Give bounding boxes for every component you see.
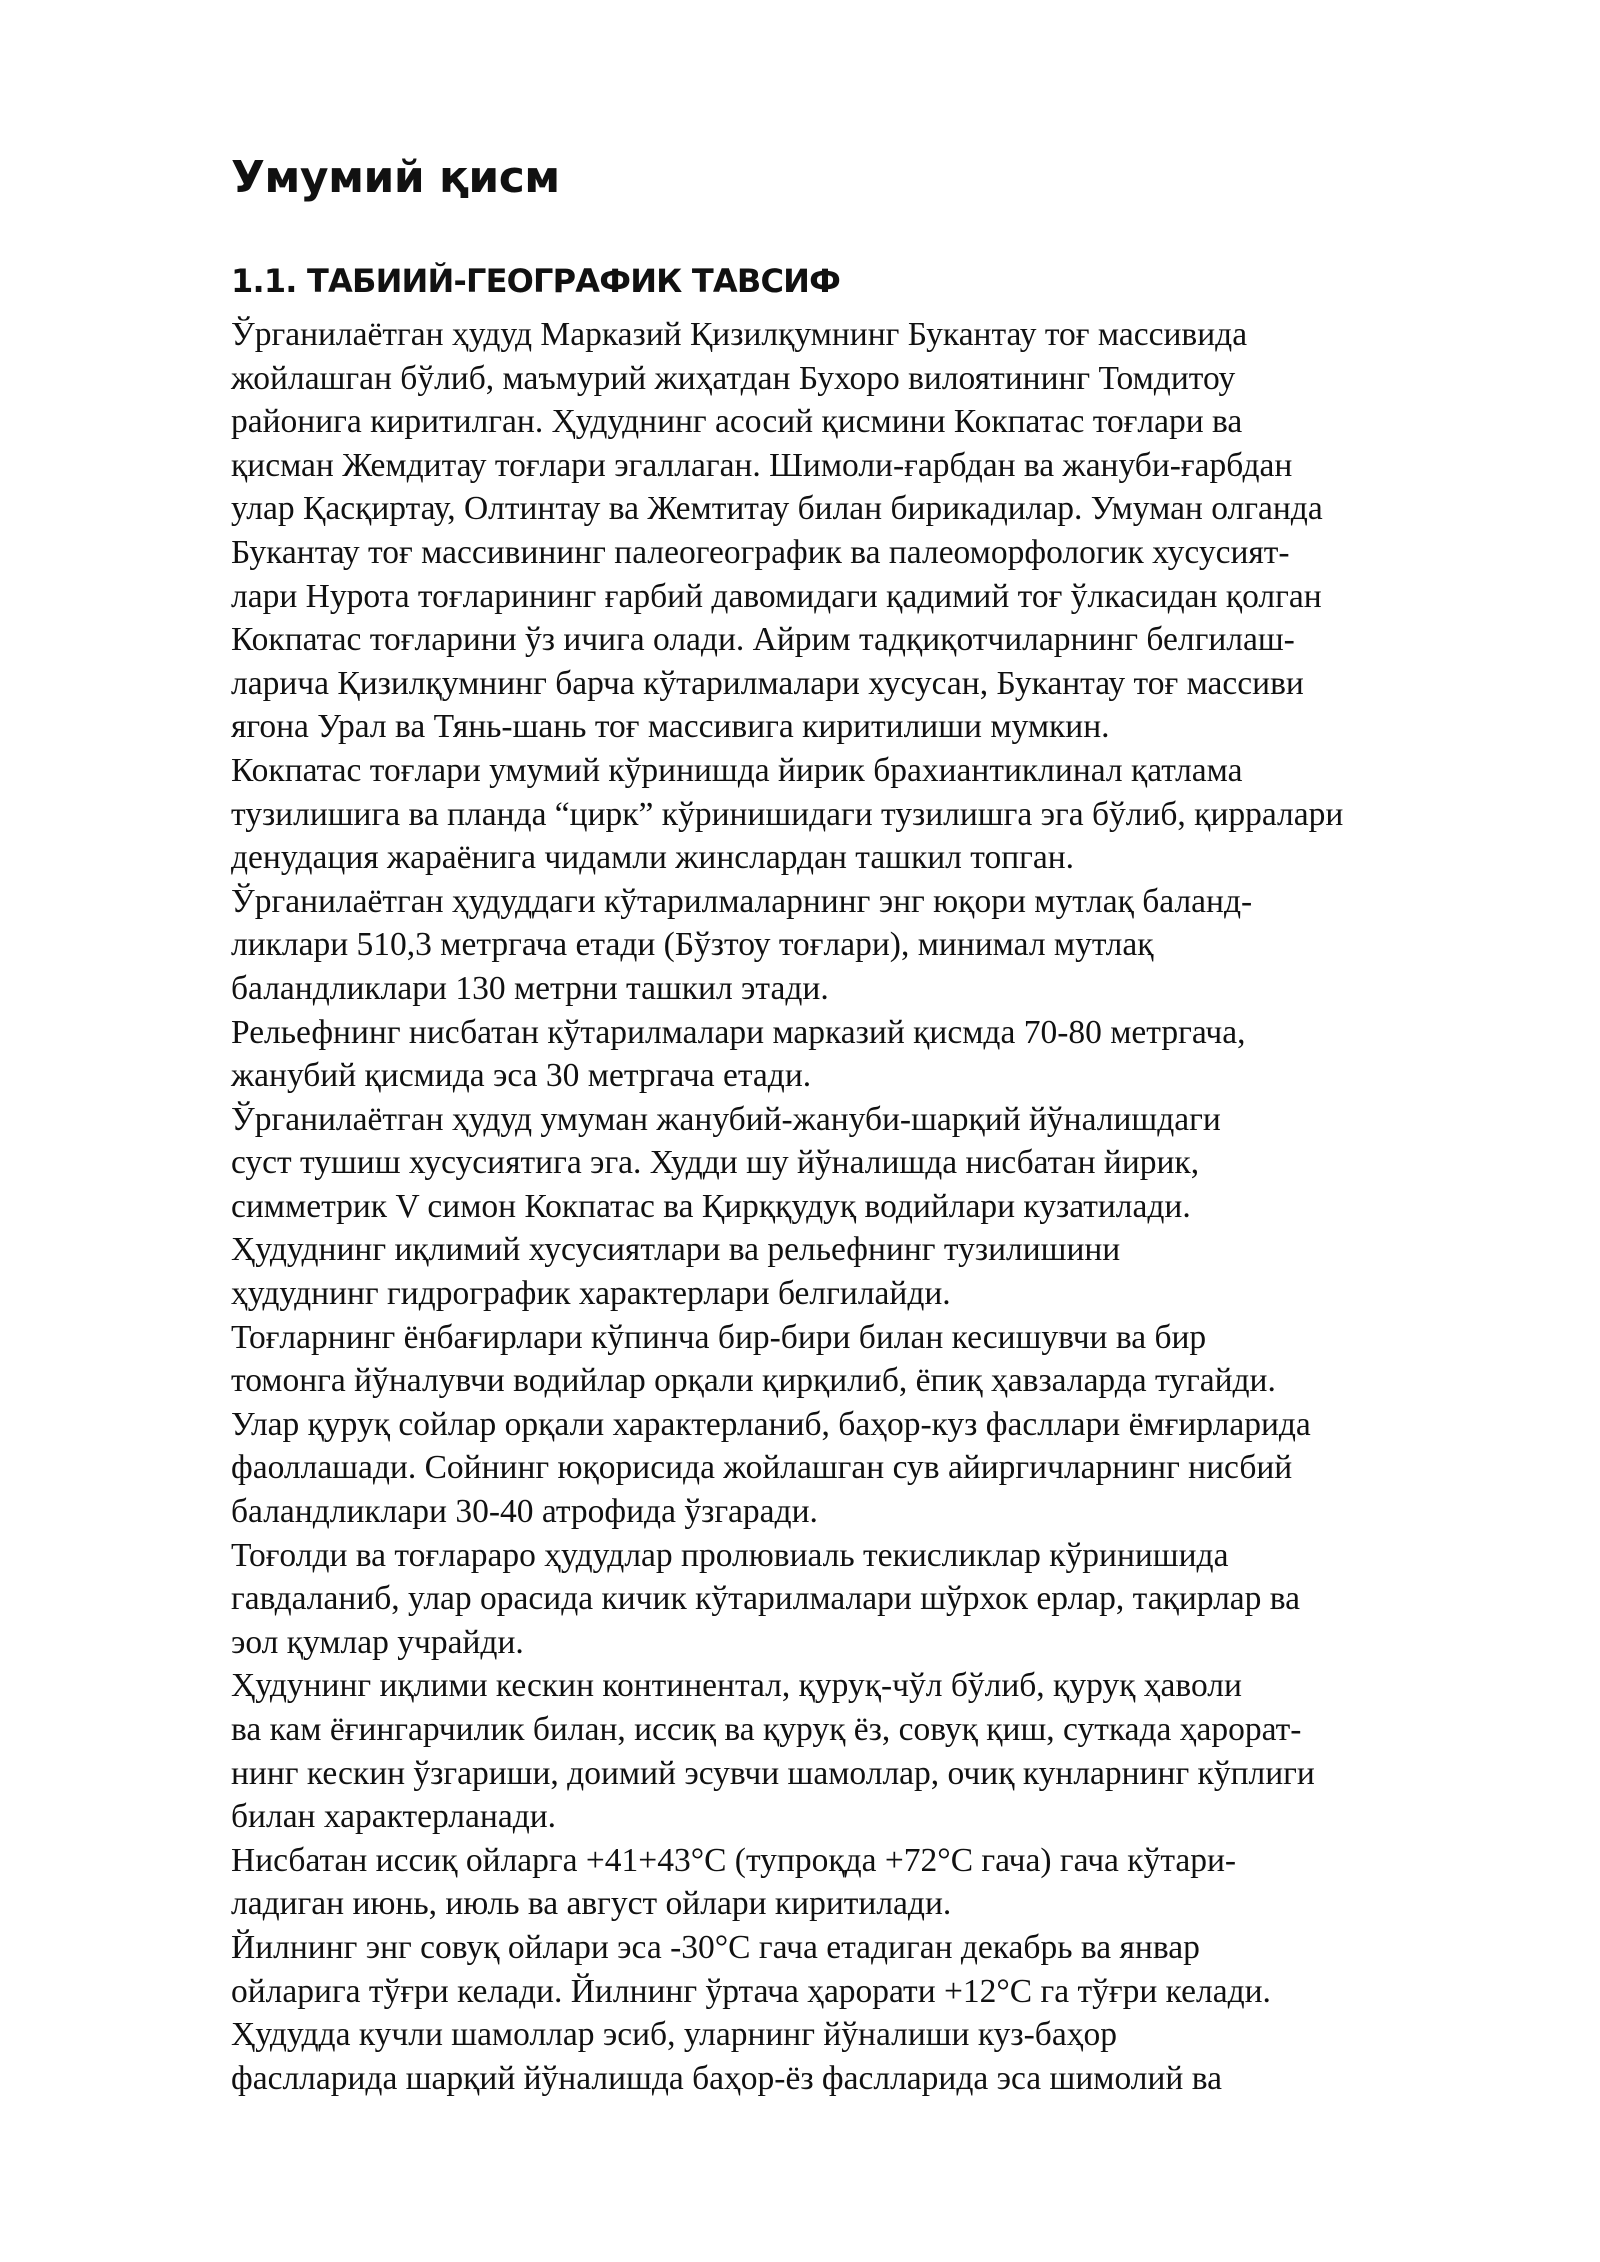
text-line: районига киритилган. Ҳудуднинг асосий қисмини Кокпатас тоғлари ва <box>231 403 1243 441</box>
text-line: Ўрганилаётган ҳудуддаги кўтарилмаларнинг энг юқори мутлақ баланд- <box>231 882 1253 920</box>
text-line: Ҳудунинг иқлими кескин континентал, қуруқ-чўл бўлиб, қуруқ ҳаволи <box>231 1667 1242 1705</box>
text-line: Ҳудуднинг иқлимий хусусиятлари ва рельефнинг тузилишини <box>231 1231 1121 1269</box>
text-line: фаоллашади. Сойнинг юқорисида жойлашган сув айиргичларнинг нисбий <box>231 1449 1293 1487</box>
text-line: Ўрганилаётган ҳудуд умуман жанубий-жануби-шарқий йўналишдаги <box>231 1100 1221 1138</box>
text-line: эол қумлар учрайди. <box>231 1623 524 1661</box>
text-line: гавдаланиб, улар орасида кичик кўтарилмалари шўрхок ерлар, тақирлар ва <box>231 1580 1301 1618</box>
text-line: ойларига тўғри келади. Йилнинг ўртача ҳарорати +12°C га тўғри келади. <box>231 1972 1271 2010</box>
page-title: Умумий қисм <box>231 152 560 203</box>
text-line: билан характерланади. <box>231 1798 557 1836</box>
text-line: Йилнинг энг совуқ ойлари эса -30°C гача етадиган декабрь ва январ <box>231 1928 1200 1966</box>
text-line: Букантау тоғ массивининг палеогеографик ва палеоморфологик хусусият- <box>231 533 1290 571</box>
text-line: Улар қуруқ сойлар орқали характерланиб, баҳор-куз фасллари ёмғирларида <box>231 1405 1311 1443</box>
text-line: баландликлари 130 метрни ташкил этади. <box>231 969 829 1007</box>
text-line: тузилишига ва планда “цирк” кўринишидаги тузилишга эга бўлиб, қирралари <box>231 795 1344 833</box>
text-line: Тоғларнинг ёнбағирлари кўпинча бир-бири билан кесишувчи ва бир <box>231 1318 1207 1356</box>
text-line: фаслларида шарқий йўналишда баҳор-ёз фаслларида эса шимолий ва <box>231 2059 1222 2097</box>
text-line: жанубий қисмида эса 30 метргача етади. <box>231 1057 812 1095</box>
text-line: Ўрганилаётган ҳудуд Марказий Қизилқумнинг Букантау тоғ массивида <box>231 316 1248 353</box>
text-line: улар Қасқиртау, Олтинтау ва Жемтитау билан бирикадилар. Умуман олганда <box>231 490 1323 528</box>
section-heading: 1.1. ТАБИИЙ-ГЕОГРАФИК ТАВСИФ <box>231 262 841 300</box>
text-line: Нисбатан иссиқ ойларга +41+43°C (тупроқда +72°C гача) гача кўтари- <box>231 1841 1237 1879</box>
text-line: ладиган июнь, июль ва август ойлари киритилади. <box>231 1885 952 1923</box>
text-line: томонга йўналувчи водийлар орқали қирқилиб, ёпиқ ҳавзаларда тугайди. <box>231 1362 1276 1400</box>
text-line: ягона Урал ва Тянь-шань тоғ массивига киритилиши мумкин. <box>231 708 1110 746</box>
text-line: ҳудуднинг гидрографик характерлари белгилайди. <box>231 1275 951 1313</box>
text-line: жойлашган бўлиб, маъмурий жиҳатдан Бухоро вилоятининг Томдитоу <box>231 359 1236 397</box>
text-line: суст тушиш хусусиятига эга. Худди шу йўналишда нисбатан йирик, <box>231 1144 1200 1182</box>
text-line: баландликлари 30-40 атрофида ўзгаради. <box>231 1493 818 1531</box>
text-line: симметрик V симон Кокпатас ва Қирққудуқ водийлари кузатилади. <box>231 1187 1191 1225</box>
text-line: қисман Жемдитау тоғлари эгаллаган. Шимоли-ғарбдан ва жануби-ғарбдан <box>231 446 1293 484</box>
text-line: нинг кескин ўзгариши, доимий эсувчи шамоллар, очиқ кунларнинг кўплиги <box>231 1754 1315 1792</box>
body-text <box>231 313 1561 2100</box>
text-line: Ҳудудда кучли шамоллар эсиб, уларнинг йўналиши куз-баҳор <box>231 2016 1117 2054</box>
text-line: денудация жараёнига чидамли жинслардан ташкил топган. <box>231 839 1075 877</box>
text-line: ларича Қизилқумнинг барча кўтарилмалари хусусан, Букантау тоғ массиви <box>231 664 1304 702</box>
text-line: Кокпатас тоғларини ўз ичига олади. Айрим тадқиқотчиларнинг белгилаш- <box>231 621 1295 659</box>
text-line: Кокпатас тоғлари умумий кўринишда йирик брахиантиклинал қатлама <box>231 751 1243 789</box>
text-line: лари Нурота тоғларининг ғарбий давомидаги қадимий тоғ ўлкасидан қолган <box>231 577 1322 615</box>
text-line: ликлари 510,3 метргача етади (Бўзтоу тоғлари), минимал мутлақ <box>231 926 1154 964</box>
text-line: Тоғолди ва тоғлараро ҳудудлар пролювиаль текисликлар кўринишида <box>231 1536 1229 1574</box>
text-line: Рельефнинг нисбатан кўтарилмалари марказий қисмда 70-80 метргача, <box>231 1013 1246 1051</box>
text-line: ва кам ёғингарчилик билан, иссиқ ва қуруқ ёз, совуқ қиш, суткада ҳарорат- <box>231 1711 1302 1748</box>
